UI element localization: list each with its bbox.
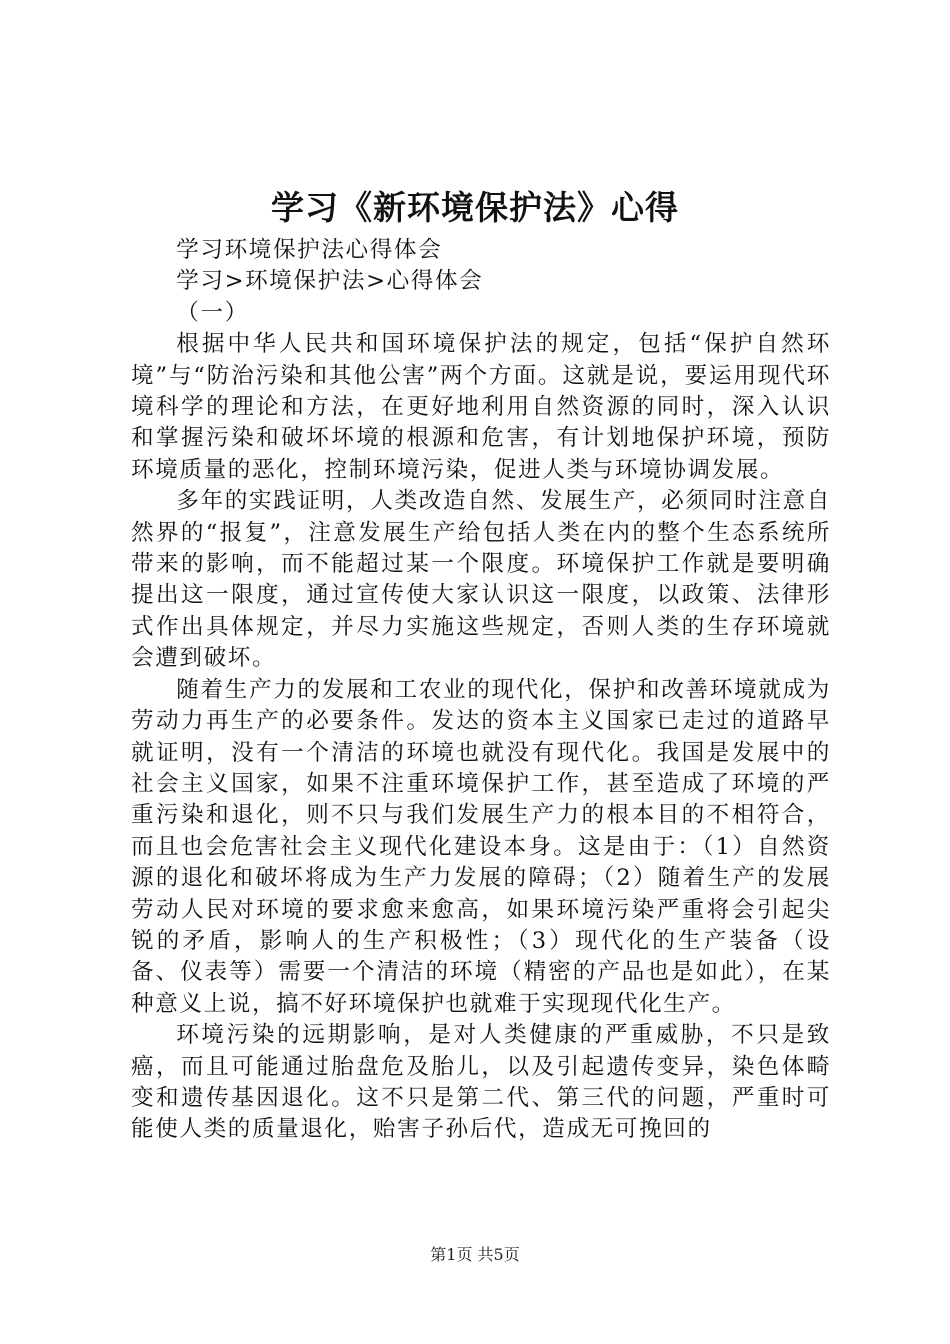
subtitle-line: 学习环境保护法心得体会 [176,237,443,263]
section-heading: （一） [176,299,249,326]
body-paragraph: 随着生产力的发展和工农业的现代化，保护和改善环境就成为劳动力再生产的必要条件。发达的资本主义国家已走过的道路早就证明，没有一个清洁的环境也就没有现代化。我国是发展中的社会主义国家，如果不注重环境保护工作，甚至造成了环境的严重污染和退化，则不只与我们发展生产力的根本目的不相符合，而且也会危害社会主义现代化建设本身。这是由于：（1）自然资源的退化和破坏将成为生产力发展的障碍；（2）随着生产的发展劳动人民对环境的要求愈来愈高，如果环境污染严重将会引起尖锐的矛盾，影响人的生产积极性；（3）现代化的生产装备（设备、仪表等）需要一个清洁的环境（精密的产品也是如此），在某种意义上说，搞不好环境保护也就难于实现现代化生产。 [131,676,831,1017]
document-title: 学习《新环境保护法》心得 [271,188,679,227]
page-footer: 第1页 共5页 [430,1245,520,1264]
body-paragraph: 根据中华人民共和国环境保护法的规定，包括“保护自然环境”与“防治污染和其他公害”两个方面。这就是说，要运用现代环境科学的理论和方法，在更好地利用自然资源的同时，深入认识和掌握污染和破坏坏境的根源和危害，有计划地保护环境，预防环境质量的恶化，控制环境污染，促进人类与环境协调发展。 [131,331,831,483]
category-line: 学习>环境保护法>心得体会 [176,268,484,295]
document-body [131,235,831,1146]
body-paragraph: 多年的实践证明，人类改造自然、发展生产，必须同时注意自然界的“报复”，注意发展生产给包括人类在内的整个生态系统所带来的影响，而不能超过某一个限度。环境保护工作就是要明确提出这一限度，通过宣传使大家认识这一限度，以政策、法律形式作出具体规定，并尽力实施这些规定，否则人类的生存环境就会遭到破坏。 [131,488,831,672]
body-paragraph: 环境污染的远期影响，是对人类健康的严重威胁，不只是致癌，而且可能通过胎盘危及胎儿，以及引起遗传变异，染色体畸变和遗传基因退化。这不只是第二代、第三代的问题，严重时可能使人类的质量退化，贻害子孙后代，造成无可挽回的 [131,1022,831,1143]
